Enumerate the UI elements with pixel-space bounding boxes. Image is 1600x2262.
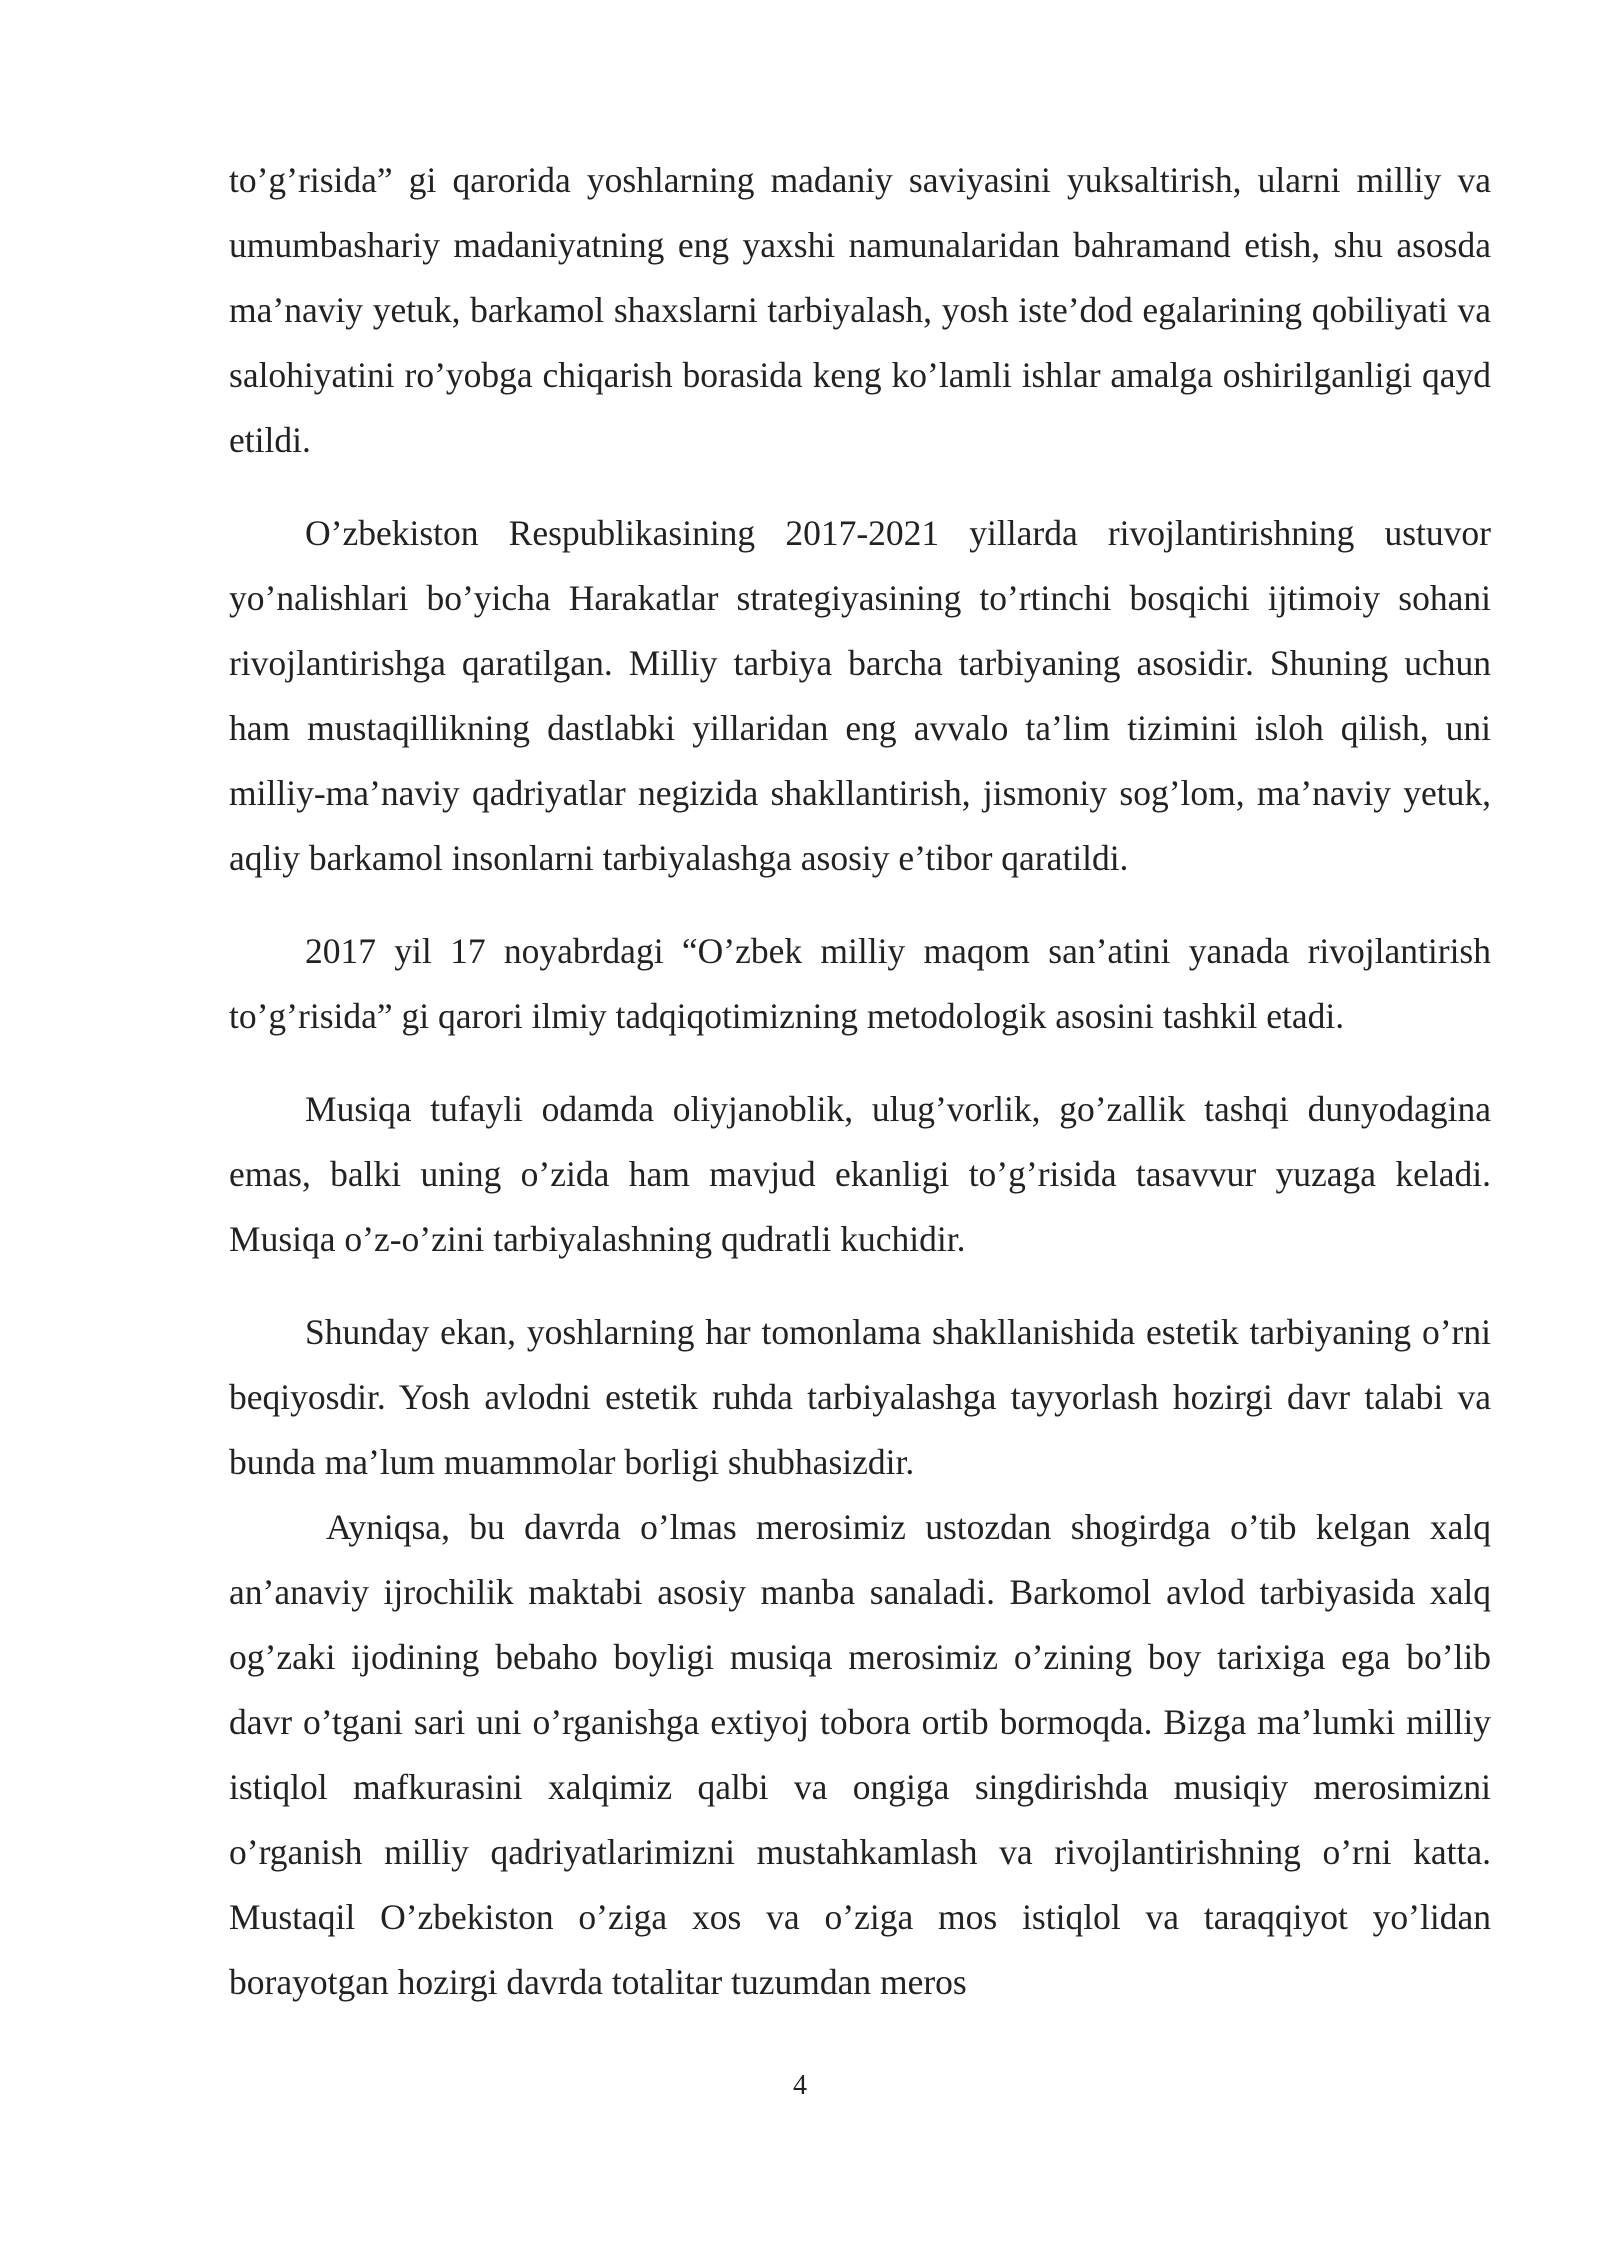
paragraph-2: O’zbekiston Respublikasining 2017-2021 yillarda rivojlantirishning ustuvor yo’nalishlari bo’yicha Harakatlar strategiyasining to’rtinchi bosqichi ijtimoiy sohani rivojlantirishga qaratilgan. Milliy tarbiya barcha tarbiyaning asosidir. Shuning uchun ham mustaqillikning dastlabki yillaridan eng avvalo ta’lim tizimini isloh qilish, uni milliy-ma’naviy qadriyatlar negizida shakllantirish, jismoniy sog’lom, ma’naviy yetuk, aqliy barkamol insonlarni tarbiyalashga asosiy e’tibor qaratildi.: [229, 513, 1491, 878]
page-body: [229, 148, 1491, 2015]
page-number: 4: [793, 2070, 807, 2101]
paragraph-6: Ayniqsa, bu davrda o’lmas merosimiz ustozdan shogirdga o’tib kelgan xalq an’anaviy ijrochilik maktabi asosiy manba sanaladi. Barkomol avlod tarbiyasida xalq og’zaki ijodining bebaho boyligi musiqa merosimiz o’zining boy tarixiga ega bo’lib davr o’tgani sari uni o’rganishga extiyoj tobora ortib bormoqda. Bizga ma’lumki milliy istiqlol mafkurasini xalqimiz qalbi va ongiga singdirishda musiqiy merosimizni o’rganish milliy qadriyatlarimizni mustahkamlash va rivojlantirishning o’rni katta. Mustaqil O’zbekiston o’ziga xos va o’ziga mos istiqlol va taraqqiyot yo’lidan borayotgan hozirgi davrda totalitar tuzumdan meros: [229, 1507, 1491, 2002]
paragraph-4: Musiqa tufayli odamda oliyjanoblik, ulug’vorlik, go’zallik tashqi dunyodagina emas, balki uning o’zida ham mavjud ekanligi to’g’risida tasavvur yuzaga keladi. Musiqa o’z-o’zini tarbiyalashning qudratli kuchidir.: [229, 1089, 1491, 1259]
paragraph-1: to’g’risida” gi qarorida yoshlarning madaniy saviyasini yuksaltirish, ularni milliy va umumbashariy madaniyatning eng yaxshi namunalaridan bahramand etish, shu asosda ma’naviy yetuk, barkamol shaxslarni tarbiyalash, yosh iste’dod egalarining qobiliyati va salohiyatini ro’yobga chiqarish borasida keng ko’lamli ishlar amalga oshirilganligi qayd etildi.: [229, 160, 1491, 460]
paragraph-5: Shunday ekan, yoshlarning har tomonlama shakllanishida estetik tarbiyaning o’rni beqiyosdir. Yosh avlodni estetik ruhda tarbiyalashga tayyorlash hozirgi davr talabi va bunda ma’lum muammolar borligi shubhasizdir.: [229, 1312, 1491, 1482]
paragraph-3: 2017 yil 17 noyabrdagi “O’zbek milliy maqom san’atini yanada rivojlantirish to’g’risida” gi qarori ilmiy tadqiqotimizning metodologik asosini tashkil etadi.: [229, 931, 1491, 1036]
